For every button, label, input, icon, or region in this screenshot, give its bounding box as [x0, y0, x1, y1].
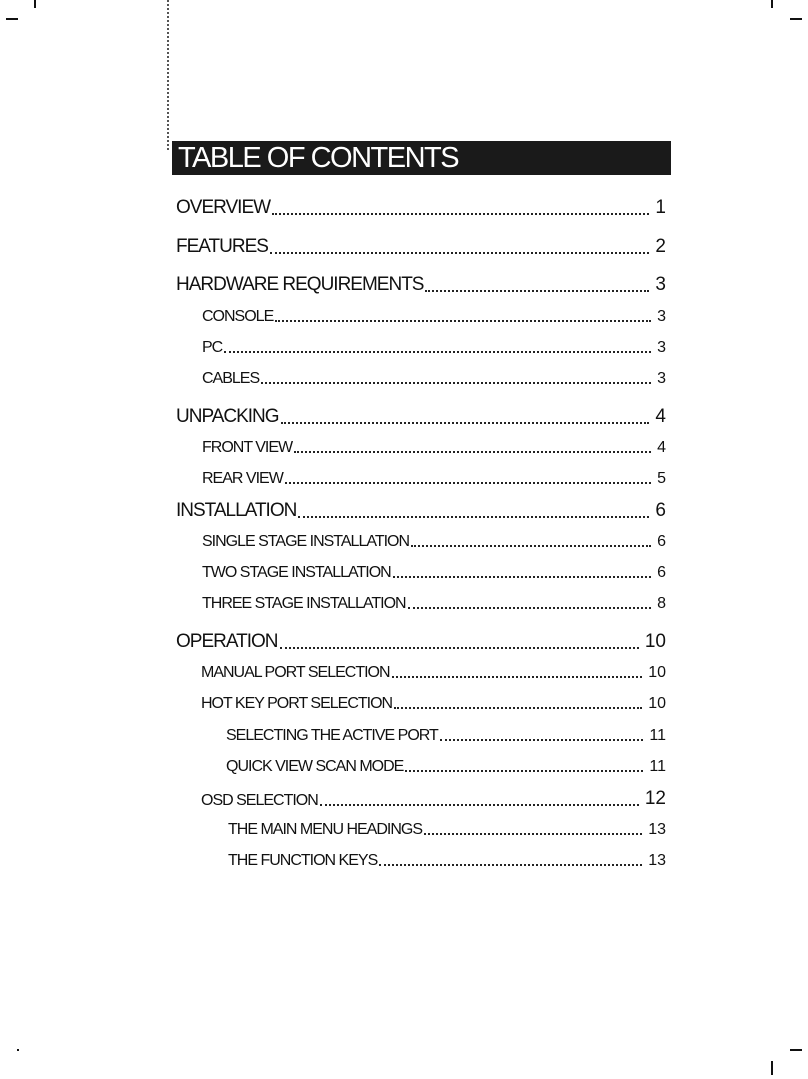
toc-entry[interactable] — [176, 500, 666, 522]
toc-entry-label: THE MAIN MENU HEADINGS — [228, 821, 423, 838]
dot-leader — [393, 576, 651, 578]
toc-entry-page: 13 — [648, 821, 666, 838]
toc-entry[interactable] — [228, 852, 666, 870]
dot-leader — [411, 545, 651, 547]
toc-entry[interactable] — [201, 788, 666, 810]
toc-entry[interactable] — [201, 695, 666, 713]
toc-entry[interactable] — [202, 439, 666, 457]
toc-entry[interactable] — [226, 727, 666, 745]
toc-entry-label: THE FUNCTION KEYS — [228, 852, 378, 869]
toc-entry-page: 3 — [657, 308, 666, 325]
toc-entry-page: 3 — [657, 370, 666, 387]
toc-entry-page: 12 — [644, 788, 666, 809]
toc-entry-label: OSD SELECTION — [201, 792, 318, 809]
toc-entry-page: 5 — [657, 470, 666, 487]
toc-entry-page: 10 — [648, 664, 666, 681]
toc-entry-label: FEATURES — [176, 236, 268, 257]
toc-entry[interactable] — [176, 197, 666, 219]
toc-entry-label: HARDWARE REQUIREMENTS — [176, 274, 424, 295]
toc-entry[interactable] — [176, 631, 666, 653]
dot-leader — [280, 647, 639, 649]
toc-entry-label: SELECTING THE ACTIVE PORT — [226, 727, 438, 744]
dot-leader — [285, 482, 651, 484]
dot-leader — [440, 739, 644, 741]
toc-entry-page: 13 — [648, 852, 666, 869]
dot-leader — [270, 252, 649, 254]
toc-entry-label: THREE STAGE INSTALLATION — [202, 595, 406, 612]
toc-entry[interactable] — [176, 236, 666, 258]
dot-leader — [379, 864, 642, 866]
toc-entry-label: QUICK VIEW SCAN MODE — [226, 758, 404, 775]
toc-entry-page: 2 — [655, 236, 666, 257]
dot-leader — [275, 320, 651, 322]
toc-entry[interactable] — [202, 339, 666, 357]
toc-entry-label: MANUAL PORT SELECTION — [201, 664, 390, 681]
toc-entry-label: SINGLE STAGE INSTALLATION — [202, 533, 410, 550]
toc-entry-label: UNPACKING — [176, 406, 279, 427]
toc-entry[interactable] — [202, 370, 666, 388]
toc-entry-label: PC — [202, 339, 223, 356]
dot-leader — [405, 770, 643, 772]
toc-entry[interactable] — [176, 274, 666, 296]
toc-entry-page: 1 — [655, 197, 666, 218]
toc-entry-page: 8 — [657, 595, 666, 612]
toc-entry-label: FRONT VIEW — [202, 439, 293, 456]
toc-entry-page: 11 — [649, 727, 666, 744]
toc-title: TABLE OF CONTENTS — [172, 141, 671, 175]
dot-leader — [281, 422, 650, 424]
toc-entry-page: 6 — [657, 533, 666, 550]
toc-entry-page: 4 — [657, 439, 666, 456]
toc-entry-label: REAR VIEW — [202, 470, 283, 487]
toc-entry[interactable] — [202, 533, 666, 551]
toc-entry[interactable] — [202, 564, 666, 582]
toc-entry-label: TWO STAGE INSTALLATION — [202, 564, 391, 581]
toc-entry-page: 6 — [655, 500, 666, 521]
dot-leader — [224, 351, 651, 353]
dot-leader — [394, 707, 642, 709]
toc-entry[interactable] — [202, 308, 666, 326]
dot-leader — [424, 833, 642, 835]
toc-entry[interactable] — [228, 821, 666, 839]
dot-leader — [261, 382, 651, 384]
dot-leader — [320, 804, 639, 806]
toc-entry-label: HOT KEY PORT SELECTION — [201, 695, 393, 712]
toc-entry[interactable] — [201, 664, 666, 682]
toc-entry-label: CABLES — [202, 370, 260, 387]
toc-entry-label: OPERATION — [176, 631, 278, 652]
toc-entry[interactable] — [202, 470, 666, 488]
dot-leader — [272, 213, 649, 215]
toc-entry-page: 4 — [655, 406, 666, 427]
toc-entry-page: 6 — [657, 564, 666, 581]
toc-entry-label: OVERVIEW — [176, 197, 271, 218]
toc-entry[interactable] — [226, 758, 666, 776]
dot-leader — [392, 676, 643, 678]
toc-entry-page: 3 — [655, 274, 666, 295]
dot-leader — [425, 290, 649, 292]
toc-entry[interactable] — [176, 406, 666, 428]
toc-entry-page: 10 — [644, 631, 666, 652]
toc-entry-page: 10 — [648, 695, 666, 712]
dot-leader — [408, 607, 652, 609]
dot-leader — [294, 451, 651, 453]
toc-entry-label: INSTALLATION — [176, 500, 297, 521]
toc-entry-label: CONSOLE — [202, 308, 274, 325]
toc-entry[interactable] — [202, 595, 666, 613]
toc-entry-page: 3 — [657, 339, 666, 356]
dot-leader — [298, 516, 649, 518]
toc-entry-page: 11 — [649, 758, 666, 775]
